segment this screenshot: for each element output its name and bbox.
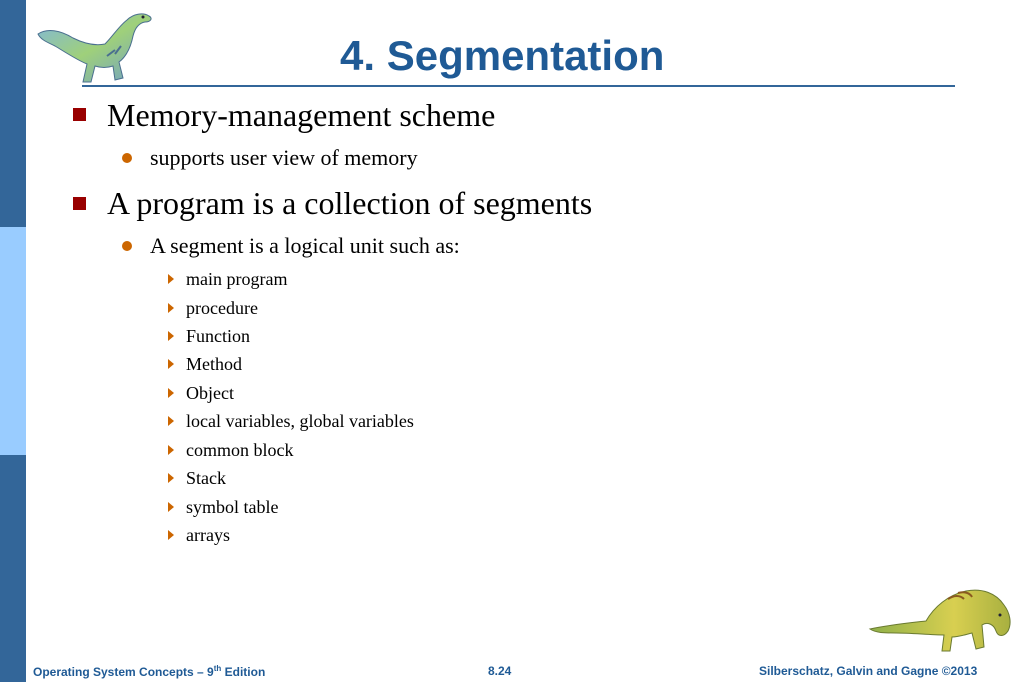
arrow-bullet-icon — [168, 359, 174, 369]
bullet-program-segments: A program is a collection of segments — [107, 185, 593, 221]
footer-book-title: Operating System Concepts – 9th Edition — [33, 664, 266, 679]
title-underline — [82, 85, 955, 87]
round-bullet-icon — [122, 241, 132, 251]
arrow-bullet-icon — [168, 303, 174, 313]
square-bullet-icon — [73, 108, 86, 121]
side-bar-bottom — [0, 455, 26, 682]
list-item: arrays — [186, 525, 230, 545]
list-item: Stack — [186, 468, 226, 488]
list-item: symbol table — [186, 497, 279, 517]
round-bullet-icon — [122, 153, 132, 163]
bullet-memory-management: Memory-management scheme — [107, 97, 496, 133]
list-item: common block — [186, 440, 294, 460]
list-item: procedure — [186, 298, 258, 318]
side-bar-middle — [0, 227, 26, 455]
arrow-bullet-icon — [168, 473, 174, 483]
list-item: Function — [186, 326, 251, 346]
dinosaur-icon — [868, 585, 1016, 657]
sub-bullet-user-view: supports user view of memory — [150, 145, 418, 170]
slide-title: 4. Segmentation — [340, 32, 665, 79]
list-item: main program — [186, 269, 288, 289]
list-item: Object — [186, 383, 234, 403]
side-color-bar — [0, 0, 26, 682]
arrow-bullet-icon — [168, 388, 174, 398]
arrow-bullet-icon — [168, 274, 174, 284]
arrow-bullet-icon — [168, 445, 174, 455]
sub-bullet-logical-unit: A segment is a logical unit such as: — [150, 233, 460, 258]
list-item: Method — [186, 354, 242, 374]
arrow-bullet-icon — [168, 416, 174, 426]
footer-page-number: 8.24 — [488, 664, 512, 678]
square-bullet-icon — [73, 197, 86, 210]
arrow-bullet-icon — [168, 530, 174, 540]
footer-copyright: Silberschatz, Galvin and Gagne ©2013 — [759, 664, 978, 678]
side-bar-top — [0, 0, 26, 227]
arrow-bullet-icon — [168, 502, 174, 512]
dinosaur-icon — [35, 6, 160, 86]
list-item: local variables, global variables — [186, 411, 414, 431]
arrow-bullet-icon — [168, 331, 174, 341]
